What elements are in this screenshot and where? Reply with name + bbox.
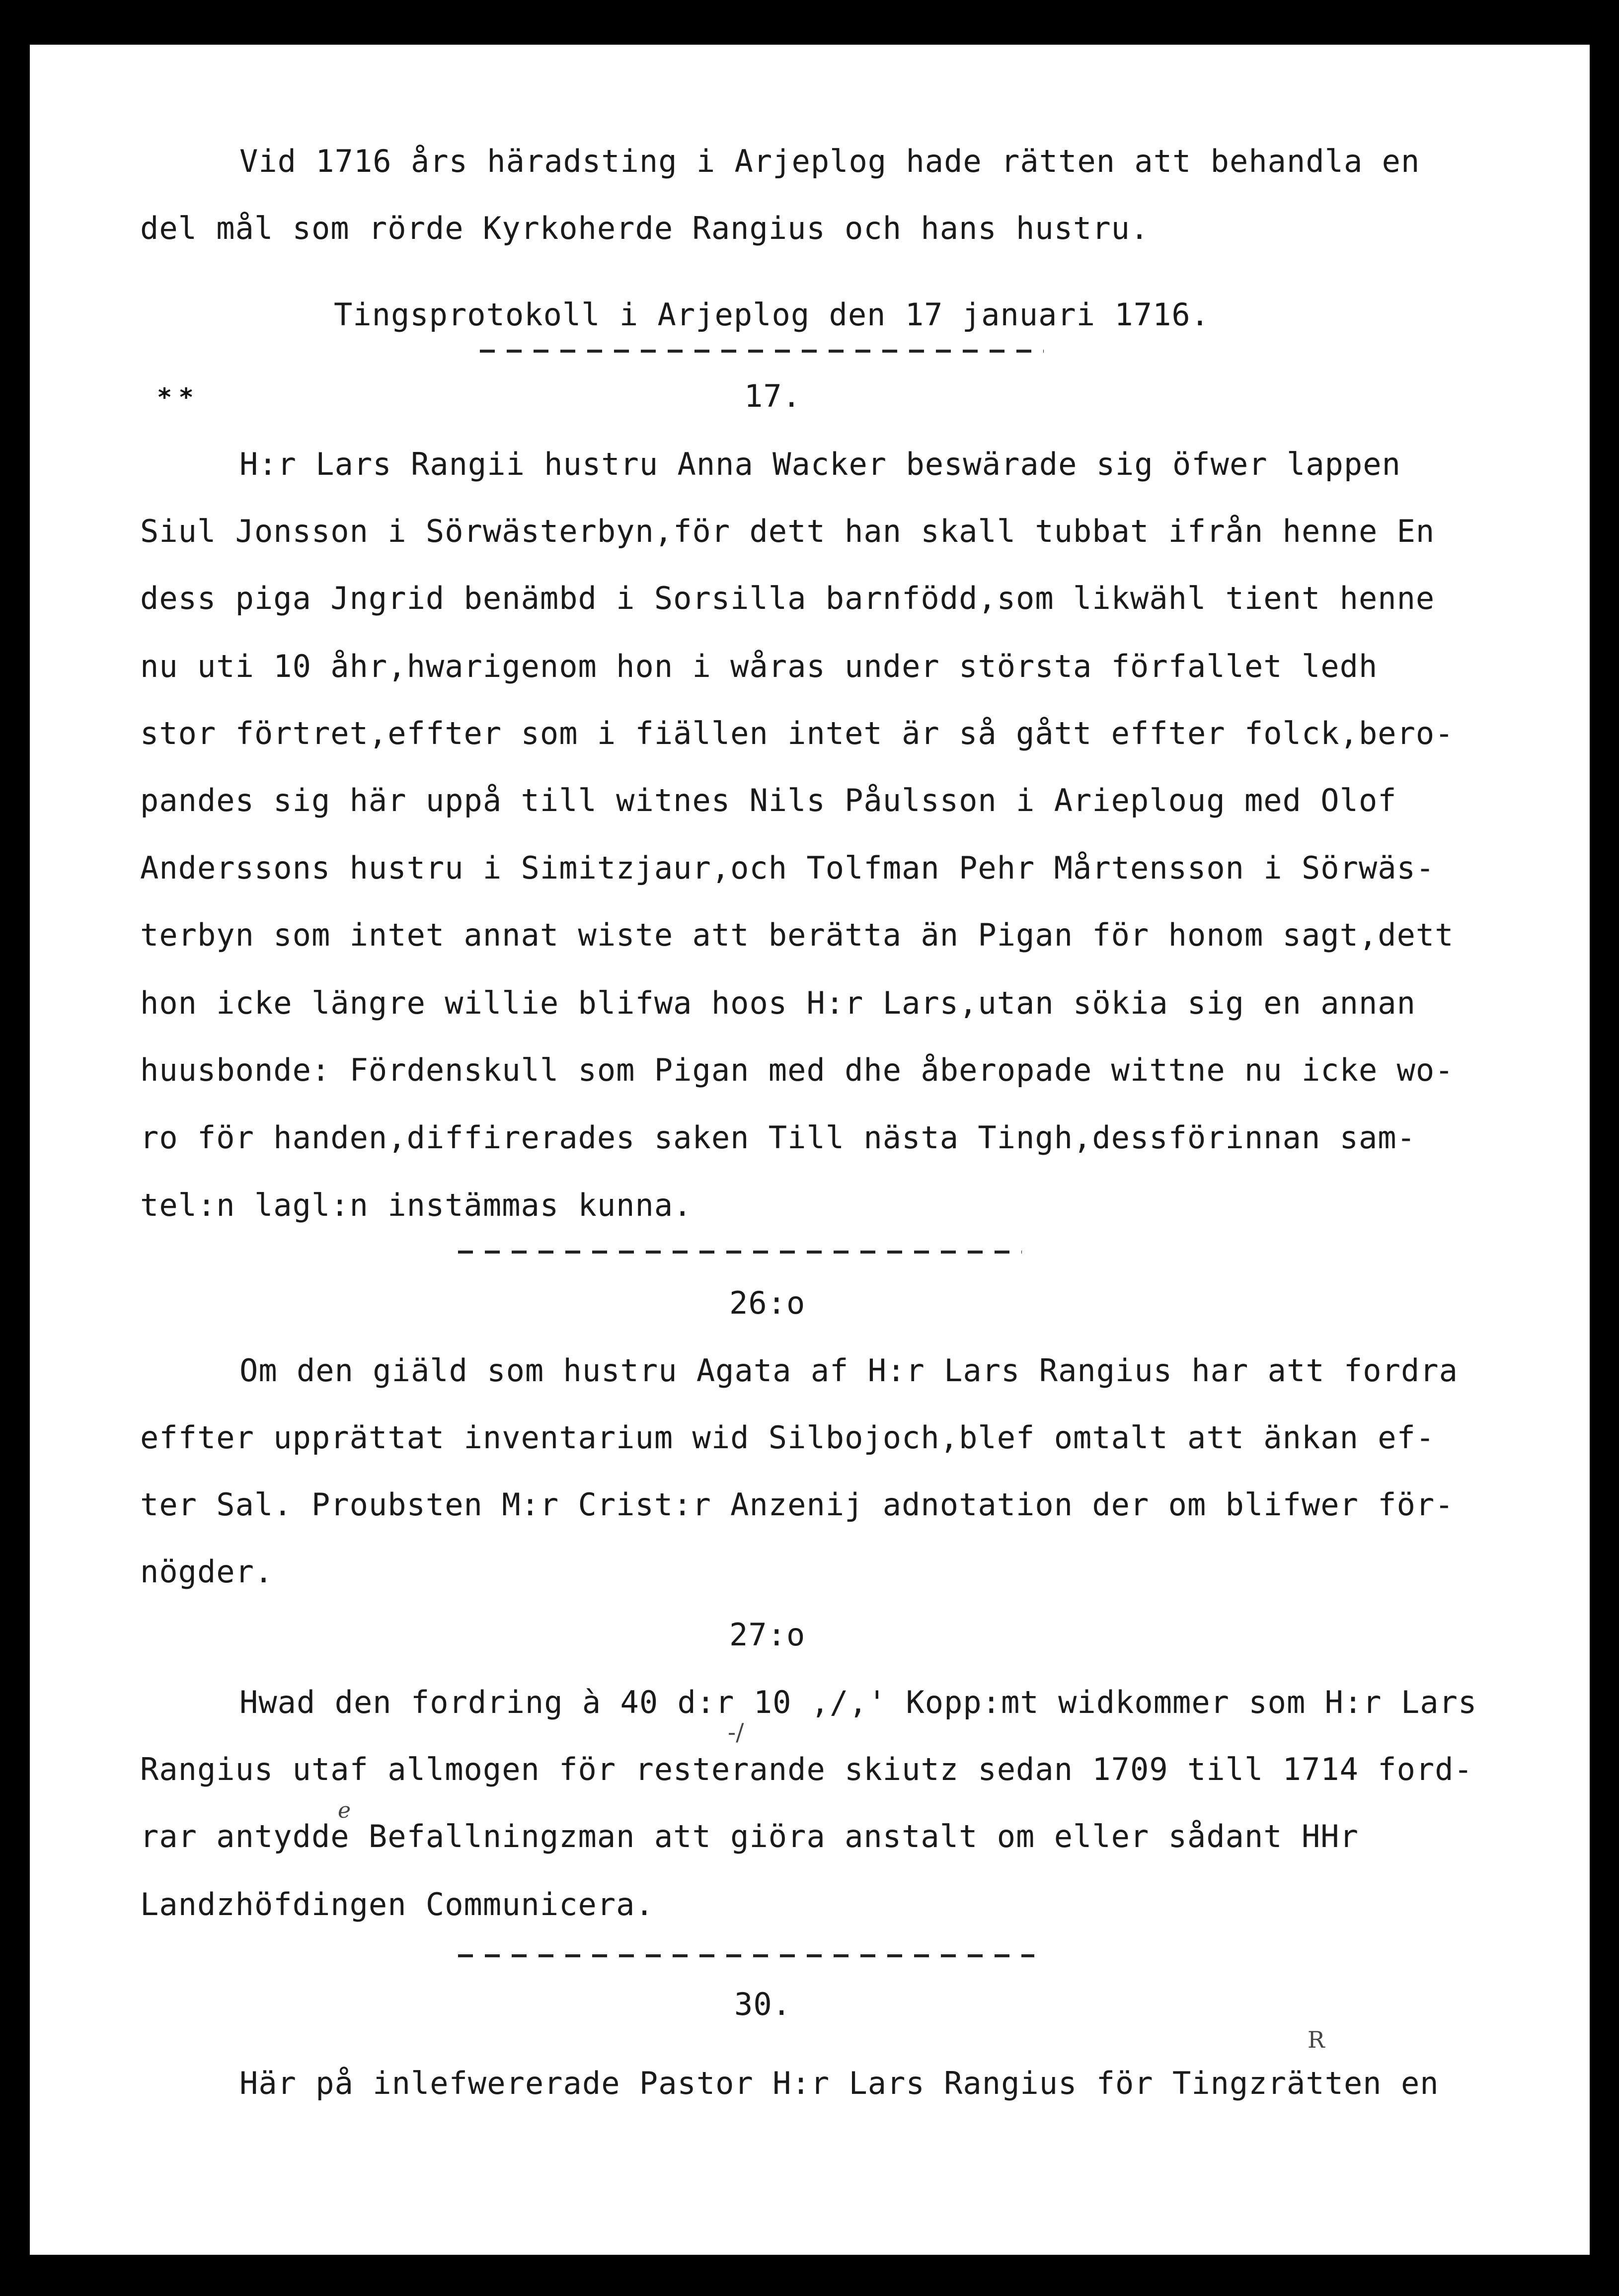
handwritten-mark: e: [338, 1798, 351, 1823]
scanned-page: Vid 1716 års häradsting i Arjeplog hade rätten att behandla en del mål som rörde Kyrkoherde Rangius och hans hustru. Tingsprotokoll i Arjeplog den 17 januari 1716. * * 17. H:r Lars Rangii hustru Anna Wacker beswärade sig öfwer lappen Siul Jonsson i Sörwästerbyn,för dett han skall tubbat ifrån henne En dess piga Jngrid benämbd i Sorsilla barnfödd,som likwähl tient henne nu uti 10 åhr,hwarigenom hon i wåras under största förfallet ledh stor förtret,effter som i fiällen intet är så gått effter folck,bero- pandes sig här uppå till witnes Nils Påulsson i Arieploug med Olof Anderssons hustru i Simitzjaur,och Tolfman Pehr Mårtensson i Sörwäs- terbyn som intet annat wiste att berätta än Pigan för honom sagt,dett hon icke längre willie blifwa hoos H:r Lars,utan sökia sig en annan huusbonde: Fördenskull som Pigan med dhe åberopade wittne nu icke wo- ro för handen,diffirerades saken Till nästa Tingh,dessförinnan sam- tel:n lagl:n instämmas kunna. 26:o Om den giäld som hustru Agata af H:r Lars Rangius har att fordra effter upprättat inventarium wid Silbojoch,blef omtalt att änkan ef- ter Sal. Proubsten M:r Crist:r Anzenij adnotation der om blifwer för- nögder. 27:o Hwad den fordring à 40 d:r 10 ,/,' Kopp:mt widkommer som H:r Lars -/ Rangius utaf allmogen för resterande skiutz sedan 1709 till 1714 ford- e rar antydde Befallningzman att giöra anstalt om eller sådant HHr Landzhöfdingen Communicera. 30. R Här på inlefwererade Pastor H:r Lars Rangius för Tingzrätten en: [0, 0, 1619, 2296]
separator-dashes: [480, 350, 1044, 353]
margin-asterisks: * *: [158, 383, 193, 412]
handwritten-mark: R: [1308, 2026, 1325, 2053]
handwritten-mark: -/: [728, 1718, 744, 1746]
separator-dashes: [458, 1251, 1022, 1254]
separator-dashes: [458, 1954, 1034, 1957]
